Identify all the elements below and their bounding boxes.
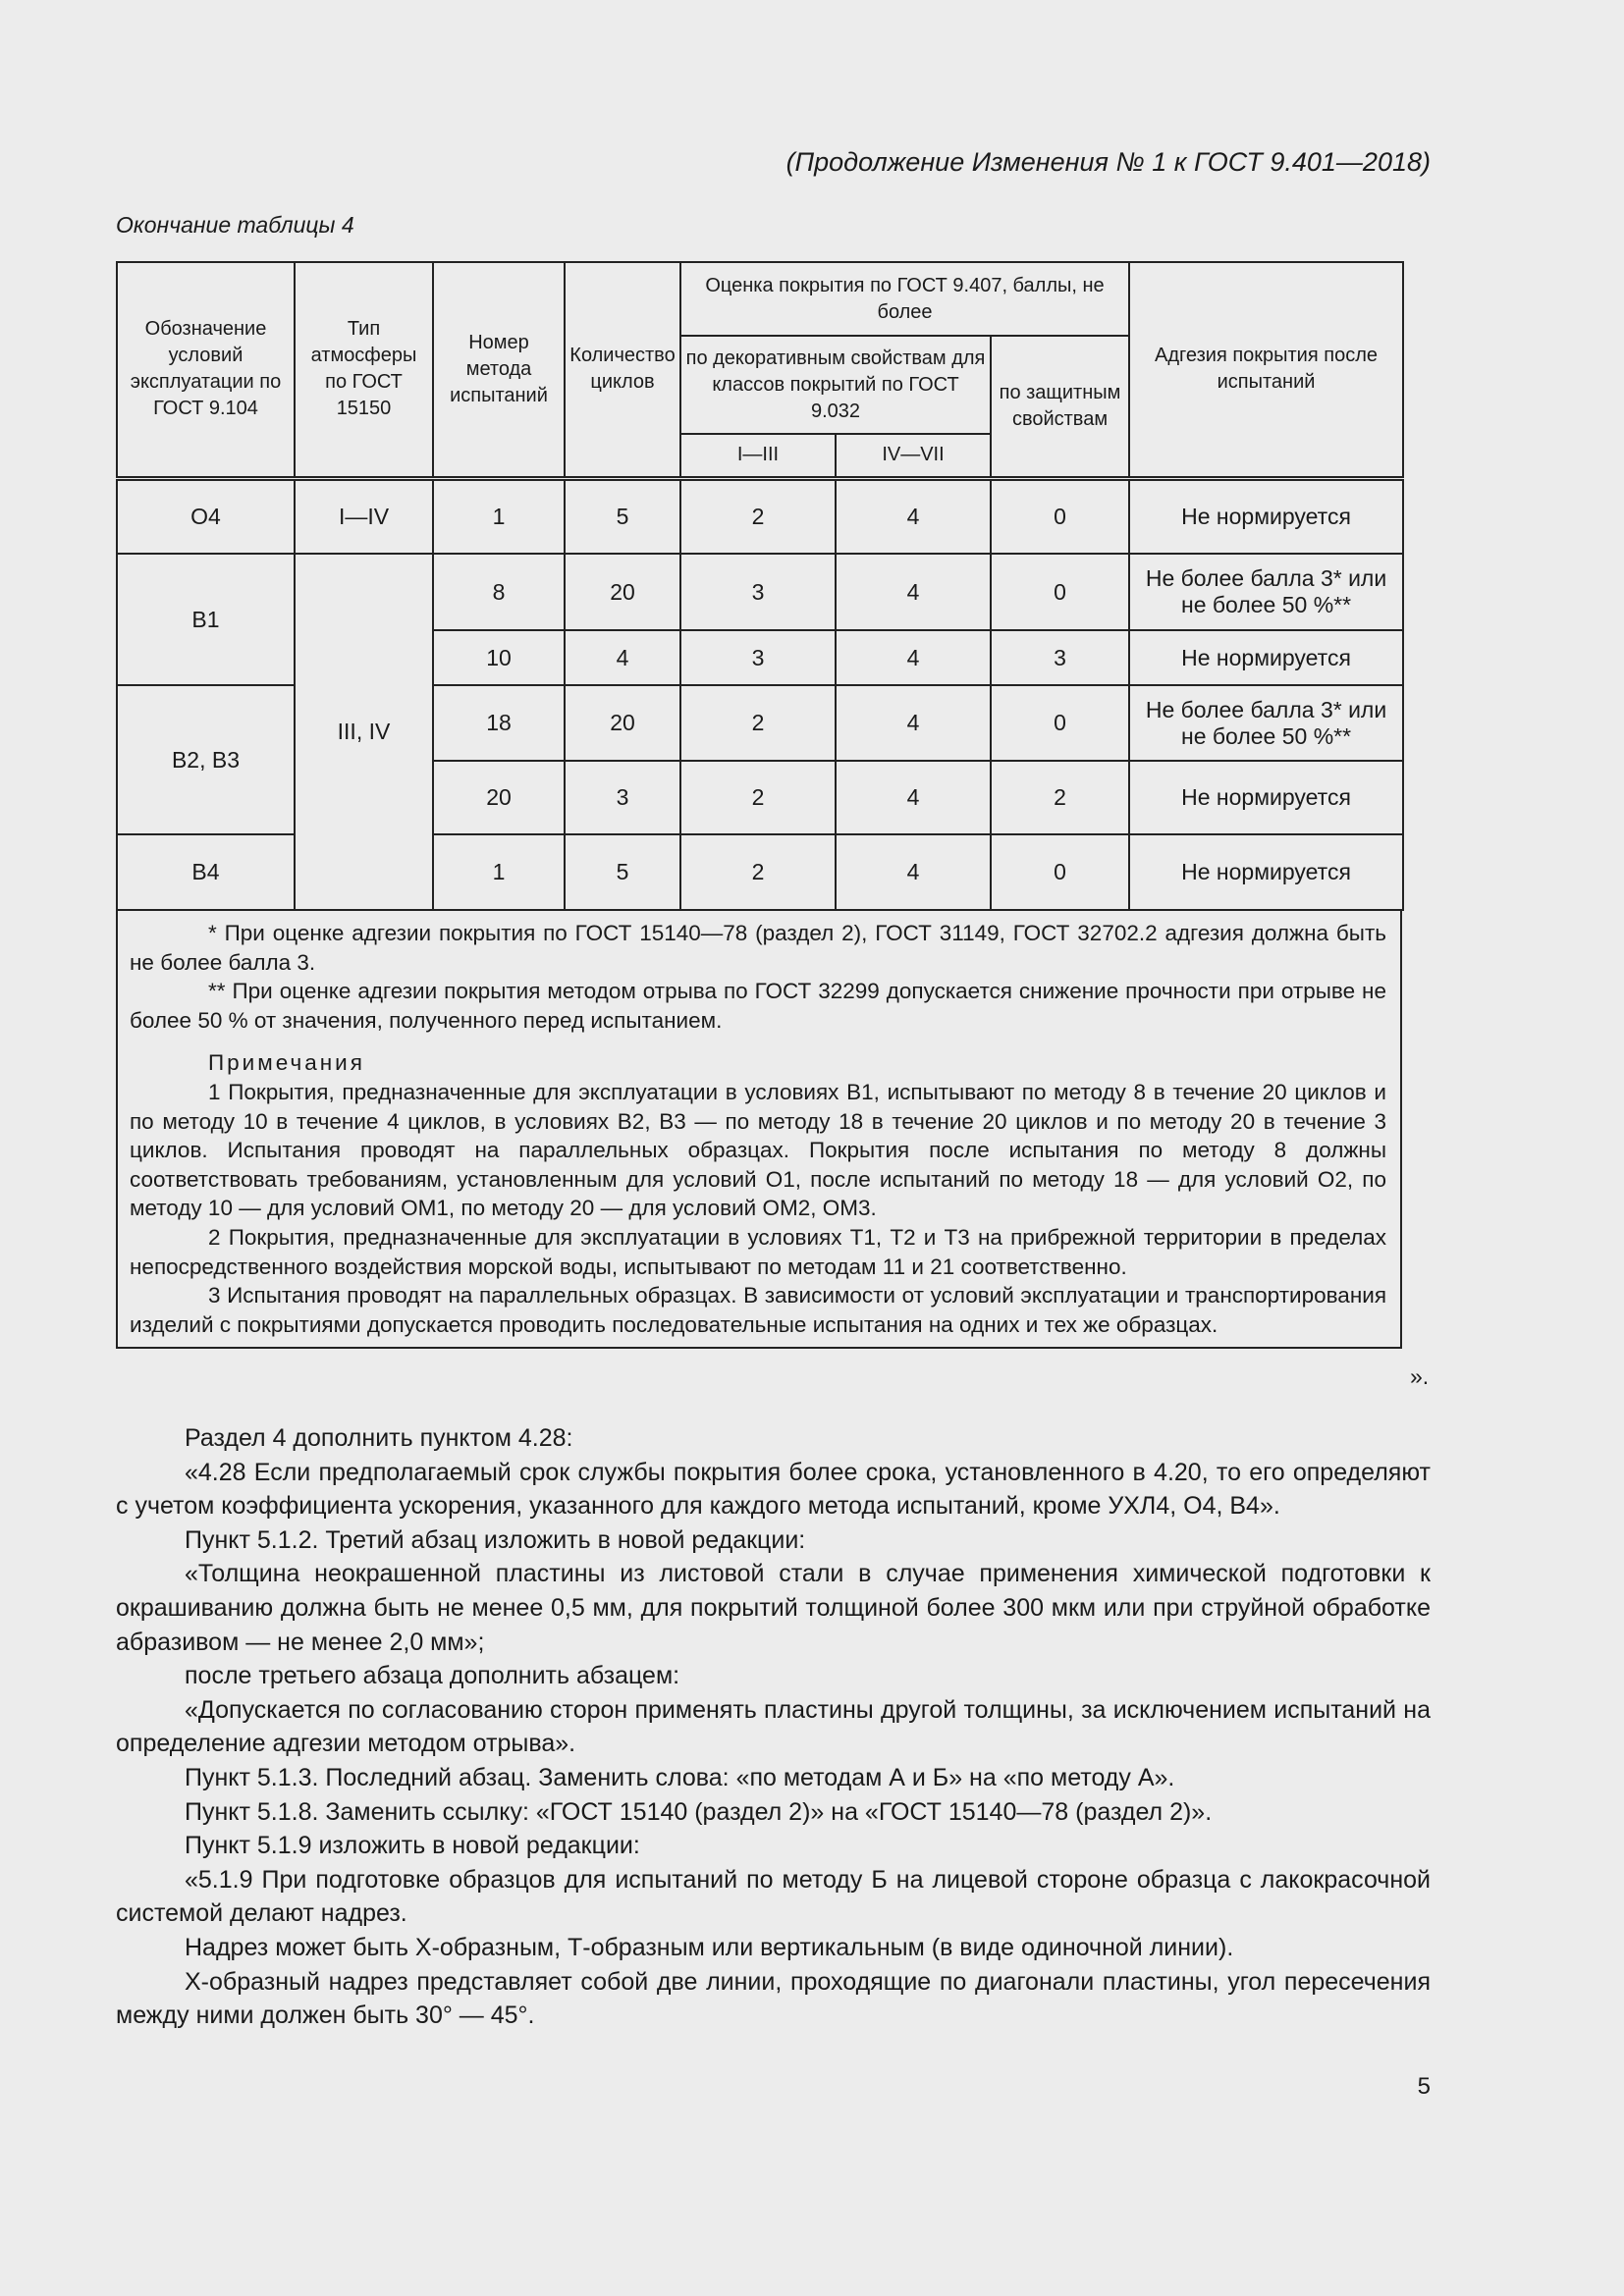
paragraph: Надрез может быть Х-образным, Т-образным или вертикальным (в виде одиночной линии). — [185, 1933, 1234, 1961]
cell-method: 8 — [433, 554, 565, 630]
table-caption: Окончание таблицы 4 — [116, 212, 354, 238]
paragraph: после третьего абзаца дополнить абзацем: — [185, 1662, 680, 1690]
paragraph: Раздел 4 дополнить пунктом 4.28: — [185, 1424, 573, 1452]
table-row — [117, 478, 1403, 554]
cell-cycles: 20 — [565, 685, 680, 761]
cell-cycles: 5 — [565, 834, 680, 910]
header-designation: Обозначение условий эксплуатации по ГОСТ 9.104 — [117, 262, 295, 478]
cell-cycles: 3 — [565, 761, 680, 834]
footnote-2: ** При оценке адгезии покрытия методом отрыва по ГОСТ 32299 допускается снижение прочности при отрыве не более 50 % от значения, полученного перед испытанием. — [130, 979, 1386, 1033]
note-2: 2 Покрытия, предназначенные для эксплуатации в условиях Т1, Т2 и Т3 на прибрежной территории в пределах непосредственного воздействия морской воды, испытывают по методам 11 и 21 соответственно. — [130, 1224, 1386, 1279]
cell-designation: В4 — [117, 834, 295, 910]
table-footnotes — [116, 911, 1402, 1349]
cell-dec1: 3 — [680, 554, 836, 630]
cell-dec2: 4 — [836, 685, 991, 761]
header-decorative: по декоративным свойствам для классов покрытий по ГОСТ 9.032 — [680, 336, 991, 434]
cell-adhesion: Не нормируется — [1129, 834, 1403, 910]
cell-dec2: 4 — [836, 630, 991, 685]
header-adhesion: Адгезия покрытия после испытаний — [1129, 262, 1403, 478]
cell-dec1: 3 — [680, 630, 836, 685]
paragraph: Х-образный надрез представляет собой две линии, проходящие по диагонали пластины, угол пересечения между ними должен быть 30° — 45°. — [116, 1967, 1431, 2030]
cell-cycles: 20 — [565, 554, 680, 630]
cell-atmosphere: III, IV — [295, 554, 433, 910]
cell-designation: В2, В3 — [117, 685, 295, 834]
running-header: (Продолжение Изменения № 1 к ГОСТ 9.401—2018) — [785, 147, 1431, 177]
header-class-4-7: IV—VII — [836, 434, 991, 478]
cell-dec2: 4 — [836, 478, 991, 554]
cell-method: 1 — [433, 834, 565, 910]
header-atmosphere: Тип атмосферы по ГОСТ 15150 — [295, 262, 433, 478]
notes-title: Примечания — [208, 1050, 365, 1076]
header-class-1-3: I—III — [680, 434, 836, 478]
cell-adhesion: Не нормируется — [1129, 478, 1403, 554]
cell-cycles: 5 — [565, 478, 680, 554]
cell-dec1: 2 — [680, 834, 836, 910]
header-cycles: Количество циклов — [565, 262, 680, 478]
cell-dec1: 2 — [680, 761, 836, 834]
closing-quote: ». — [1410, 1363, 1430, 1389]
cell-protective: 0 — [991, 478, 1129, 554]
cell-protective: 0 — [991, 685, 1129, 761]
paragraph: Пункт 5.1.2. Третий абзац изложить в новой редакции: — [185, 1525, 806, 1554]
paragraph: «5.1.9 При подготовке образцов для испытаний по методу Б на лицевой стороне образца с лакокрасочной системой делают надрез. — [116, 1865, 1431, 1928]
cell-designation: В1 — [117, 554, 295, 685]
header-protective: по защитным свойствам — [991, 336, 1129, 478]
cell-method: 10 — [433, 630, 565, 685]
cell-atmosphere: I—IV — [295, 478, 433, 554]
cell-dec2: 4 — [836, 834, 991, 910]
paragraph: Пункт 5.1.8. Заменить ссылку: «ГОСТ 15140 (раздел 2)» на «ГОСТ 15140—78 (раздел 2)». — [185, 1797, 1213, 1826]
paragraph: Пункт 5.1.9 изложить в новой редакции: — [185, 1832, 640, 1860]
cell-dec1: 2 — [680, 478, 836, 554]
cell-adhesion: Не нормируется — [1129, 630, 1403, 685]
paragraph: «Толщина неокрашенной пластины из листовой стали в случае применения химической подготовки к окрашиванию должна быть не менее 0,5 мм, для покрытий толщиной более 300 мкм или при струйной обработке абразивом — не менее 2,0 мм»; — [116, 1560, 1431, 1656]
cell-method: 18 — [433, 685, 565, 761]
cell-protective: 3 — [991, 630, 1129, 685]
body-text — [116, 1421, 1431, 2033]
cell-adhesion: Не более балла 3* или не более 50 %** — [1129, 685, 1403, 761]
paragraph: Пункт 5.1.3. Последний абзац. Заменить слова: «по методам А и Б» на «по методу А». — [185, 1763, 1175, 1791]
note-1: 1 Покрытия, предназначенные для эксплуатации в условиях В1, испытывают по методу 8 в течение 20 циклов и по методу 10 в течение 4 циклов, в условиях В2, В3 — по методу 18 в течение 20 циклов и по методу 20 в течение 3 циклов. Испытания проводят на параллельных образцах. Покрытия после испытания по методу 8 должны соответствовать требованиям, установленным для условий О1, после испытаний по методу 18 — для условий О2, по методу 10 — для условий ОМ1, по методу 20 — для условий ОМ2, ОМ3. — [130, 1079, 1386, 1221]
cell-method: 1 — [433, 478, 565, 554]
header-method: Номер метода испытаний — [433, 262, 565, 478]
cell-adhesion: Не нормируется — [1129, 761, 1403, 834]
cell-method: 20 — [433, 761, 565, 834]
header-rating: Оценка покрытия по ГОСТ 9.407, баллы, не более — [680, 262, 1129, 336]
cell-dec1: 2 — [680, 685, 836, 761]
cell-cycles: 4 — [565, 630, 680, 685]
cell-protective: 2 — [991, 761, 1129, 834]
paragraph: «Допускается по согласованию сторон применять пластины другой толщины, за исключением испытаний на определение адгезии методом отрыва». — [116, 1695, 1431, 1758]
paragraph: «4.28 Если предполагаемый срок службы покрытия более срока, установленного в 4.20, то его определяют с учетом коэффициента ускорения, указанного для каждого метода испытаний, кроме УХЛ4, О4, В4». — [116, 1458, 1431, 1521]
data-table — [116, 261, 1404, 911]
note-3: 3 Испытания проводят на параллельных образцах. В зависимости от условий эксплуатации и транспортирования изделий с покрытиями допускается проводить последовательные испытания на одних и тех же образцах. — [130, 1283, 1386, 1337]
cell-protective: 0 — [991, 834, 1129, 910]
cell-designation: О4 — [117, 478, 295, 554]
cell-dec2: 4 — [836, 554, 991, 630]
footnote-1: * При оценке адгезии покрытия по ГОСТ 15140—78 (раздел 2), ГОСТ 31149, ГОСТ 32702.2 адгезия должна быть не более балла 3. — [130, 921, 1386, 975]
cell-dec2: 4 — [836, 761, 991, 834]
cell-adhesion: Не более балла 3* или не более 50 %** — [1129, 554, 1403, 630]
cell-protective: 0 — [991, 554, 1129, 630]
table-row — [117, 554, 1403, 630]
table-4 — [116, 261, 1402, 1349]
page-number: 5 — [1417, 2073, 1431, 2100]
